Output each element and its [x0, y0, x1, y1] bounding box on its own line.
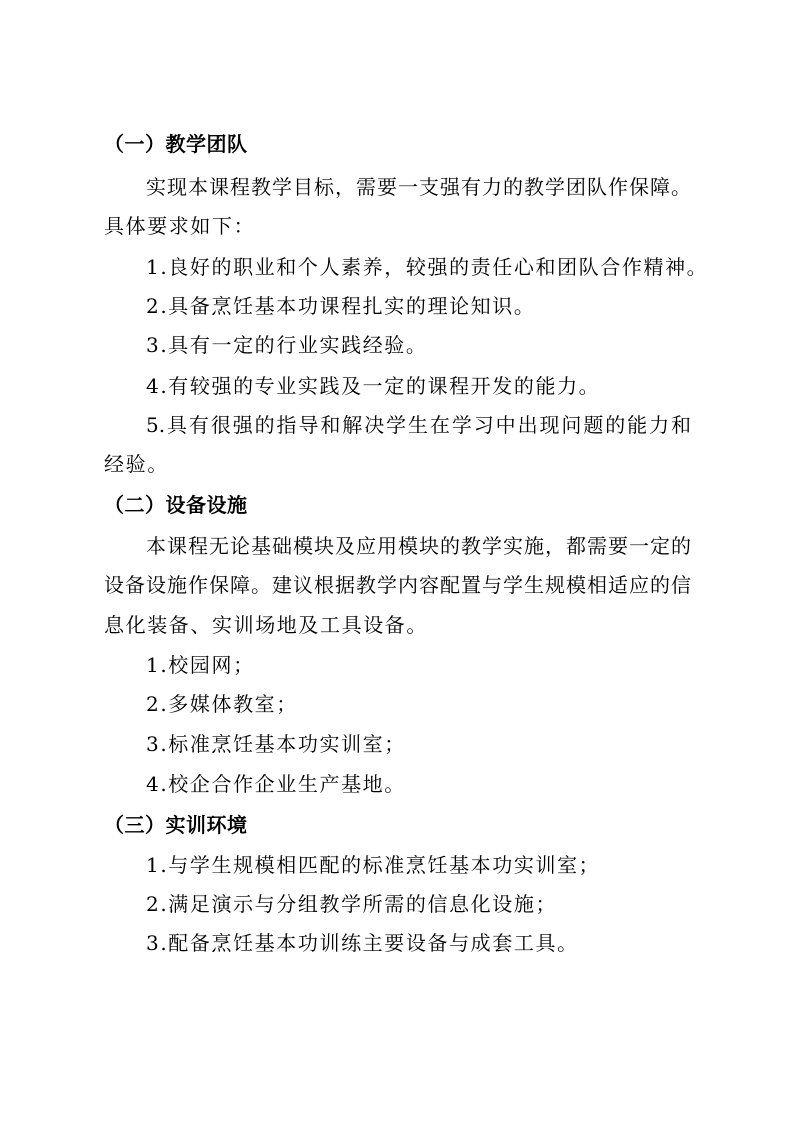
paragraph-line: 设备设施作保障。建议根据教学内容配置与学生规模相适应的信	[104, 573, 691, 597]
list-item: 2.具备烹饪基本功课程扎实的理论知识。	[146, 294, 536, 318]
list-item: 1.校园网；	[146, 653, 255, 677]
list-item: 3.标准烹饪基本功实训室；	[146, 732, 406, 756]
section-heading-equipment: （二）设备设施	[104, 493, 248, 517]
paragraph-line: 实现本课程教学目标，需要一支强有力的教学团队作保障。	[146, 175, 691, 199]
section-heading-teaching-team: （一）教学团队	[104, 132, 248, 156]
list-item: 2.满足演示与分组教学所需的信息化设施；	[146, 892, 558, 916]
list-item: 4.校企合作企业生产基地。	[146, 772, 406, 796]
list-item: 1.良好的职业和个人素养，较强的责任心和团队合作精神。	[146, 255, 709, 279]
paragraph-line: 息化装备、实训场地及工具设备。	[104, 613, 428, 637]
list-item-continuation: 经验。	[104, 452, 169, 476]
paragraph-line: 本课程无论基础模块及应用模块的教学实施，都需要一定的	[146, 534, 691, 558]
list-item: 1.与学生规模相匹配的标准烹饪基本功实训室；	[146, 853, 601, 877]
section-heading-training-environment: （三）实训环境	[104, 813, 248, 837]
paragraph-line: 具体要求如下：	[104, 214, 256, 238]
list-item: 3.配备烹饪基本功训练主要设备与成套工具。	[146, 931, 579, 955]
list-item: 5.具有很强的指导和解决学生在学习中出现问题的能力和	[146, 413, 691, 437]
list-item: 2.多媒体教室；	[146, 692, 298, 716]
list-item: 4.有较强的专业实践及一定的课程开发的能力。	[146, 374, 601, 398]
list-item: 3.具有一定的行业实践经验。	[146, 333, 428, 357]
